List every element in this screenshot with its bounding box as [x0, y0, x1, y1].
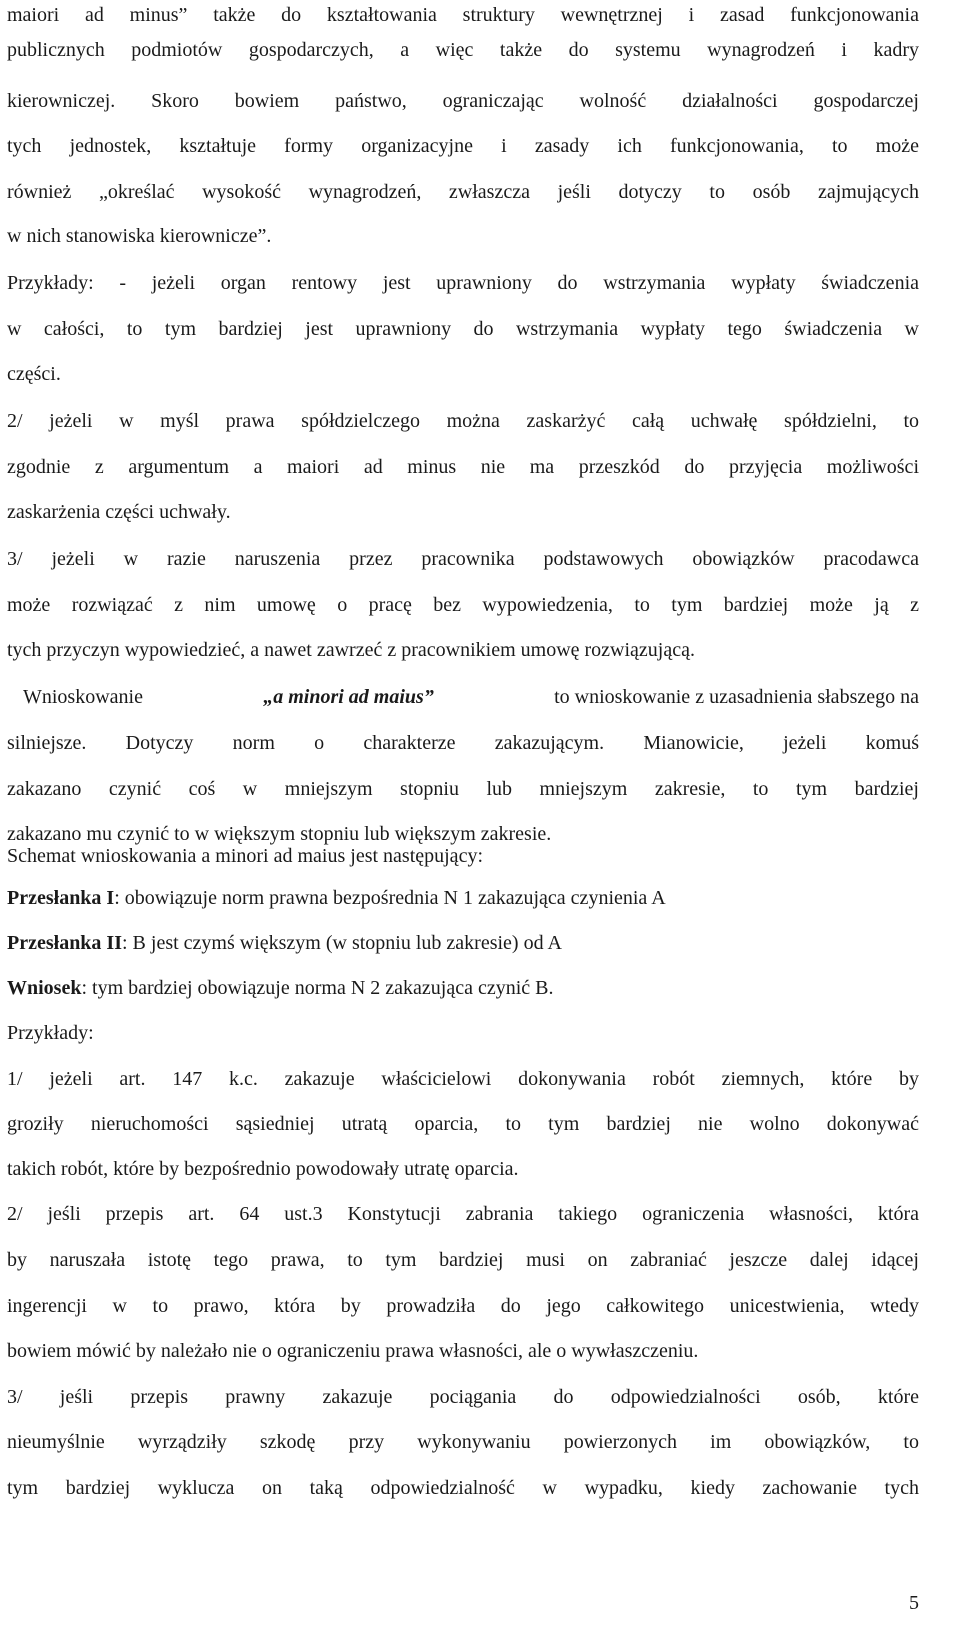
text-line: kierowniczej. Skoro bowiem państwo, ograniczając wolność działalności gospodarczej [7, 90, 919, 112]
premise-1-line [7, 885, 919, 911]
text-line: zakazano mu czynić to w większym stopniu lub większym zakresie. [7, 823, 552, 845]
text-line: 1/ jeżeli art. 147 k.c. zakazuje właścicielowi dokonywania robót ziemnych, które by [7, 1068, 919, 1090]
text-line: zaskarżenia części uchwały. [7, 501, 231, 523]
text-line: groziły nieruchomości sąsiedniej utratą oparcia, to tym bardziej nie wolno dokonywać [7, 1113, 919, 1135]
text-line: by naruszała istotę tego prawa, to tym bardziej musi on zabraniać jeszcze dalej idącej [7, 1249, 919, 1271]
minori-intro-text: Wnioskowanie [23, 686, 143, 708]
page-number: 5 [909, 1592, 919, 1614]
conclusion-text: : tym bardziej obowiązuje norma N 2 zakazująca czynić B. [81, 977, 554, 999]
examples-heading: Przykłady: [7, 1022, 94, 1044]
premise-1-label: Przesłanka I [7, 887, 115, 909]
text-line: również „określać wysokość wynagrodzeń, zwłaszcza jeśli dotyczy to osób zajmujących [7, 181, 919, 203]
text-line: zgodnie z argumentum a maiori ad minus nie ma przeszkód do przyjęcia możliwości [7, 456, 919, 478]
text-line: może rozwiązać z nim umowę o pracę bez wypowiedzenia, to tym bardziej może ją z [7, 594, 919, 616]
text-line: silniejsze. Dotyczy norm o charakterze zakazującym. Mianowicie, jeżeli komuś [7, 732, 919, 754]
premise-2-text: : B jest czymś większym (w stopniu lub zakresie) od A [122, 932, 562, 954]
conclusion-label: Wniosek [7, 977, 82, 999]
premise-2-line [7, 930, 919, 956]
text-line: 2/ jeżeli w myśl prawa spółdzielczego można zaskarżyć całą uchwałę spółdzielni, to [7, 410, 919, 432]
text-line: tym bardziej wyklucza on taką odpowiedzialność w wypadku, kiedy zachowanie tych [7, 1477, 919, 1499]
text-line: w nich stanowiska kierownicze”. [7, 225, 272, 247]
text-line: zakazano czynić coś w mniejszym stopniu lub mniejszym zakresie, to tym bardziej [7, 778, 919, 800]
text-line: ingerencji w to prawo, która by prowadziła do jego całkowitego unicestwienia, wtedy [7, 1295, 919, 1317]
text-line: maiori ad minus” także do kształtowania struktury wewnętrznej i zasad funkcjonowania [7, 4, 919, 26]
text-line: tych przyczyn wypowiedzieć, a nawet zawrzeć z pracownikiem umowę rozwiązującą. [7, 639, 695, 661]
minori-intro-line [23, 684, 919, 710]
document-page [7, 0, 919, 1633]
minori-rest-text: to wnioskowanie z uzasadnienia słabszego na [554, 686, 919, 708]
minori-term: „a minori ad maius” [263, 686, 434, 708]
text-line: 2/ jeśli przepis art. 64 ust.3 Konstytucji zabrania takiego ograniczenia własności, która [7, 1203, 919, 1225]
text-line: nieumyślnie wyrządziły szkodę przy wykonywaniu powierzonych im obowiązków, to [7, 1431, 919, 1453]
text-line: takich robót, które by bezpośrednio powodowały utratę oparcia. [7, 1158, 519, 1180]
text-line: publicznych podmiotów gospodarczych, a więc także do systemu wynagrodzeń i kadry [7, 39, 919, 61]
text-line: tych jednostek, kształtuje formy organizacyjne i zasady ich funkcjonowania, to może [7, 135, 919, 157]
premise-2-label: Przesłanka II [7, 932, 122, 954]
text-line: 3/ jeżeli w razie naruszenia przez pracownika podstawowych obowiązków pracodawca [7, 548, 919, 570]
text-line: części. [7, 363, 61, 385]
text-line: Schemat wnioskowania a minori ad maius jest następujący: [7, 845, 483, 867]
text-line: w całości, to tym bardziej jest uprawniony do wstrzymania wypłaty tego świadczenia w [7, 318, 919, 340]
text-line: Przykłady: - jeżeli organ rentowy jest uprawniony do wstrzymania wypłaty świadczenia [7, 272, 919, 294]
text-line: bowiem mówić by należało nie o ograniczeniu prawa własności, ale o wywłaszczeniu. [7, 1340, 699, 1362]
conclusion-line [7, 975, 919, 1001]
premise-1-text: : obowiązuje norm prawna bezpośrednia N 1 zakazująca czynienia A [114, 887, 666, 909]
text-line: 3/ jeśli przepis prawny zakazuje pociągania do odpowiedzialności osób, które [7, 1386, 919, 1408]
